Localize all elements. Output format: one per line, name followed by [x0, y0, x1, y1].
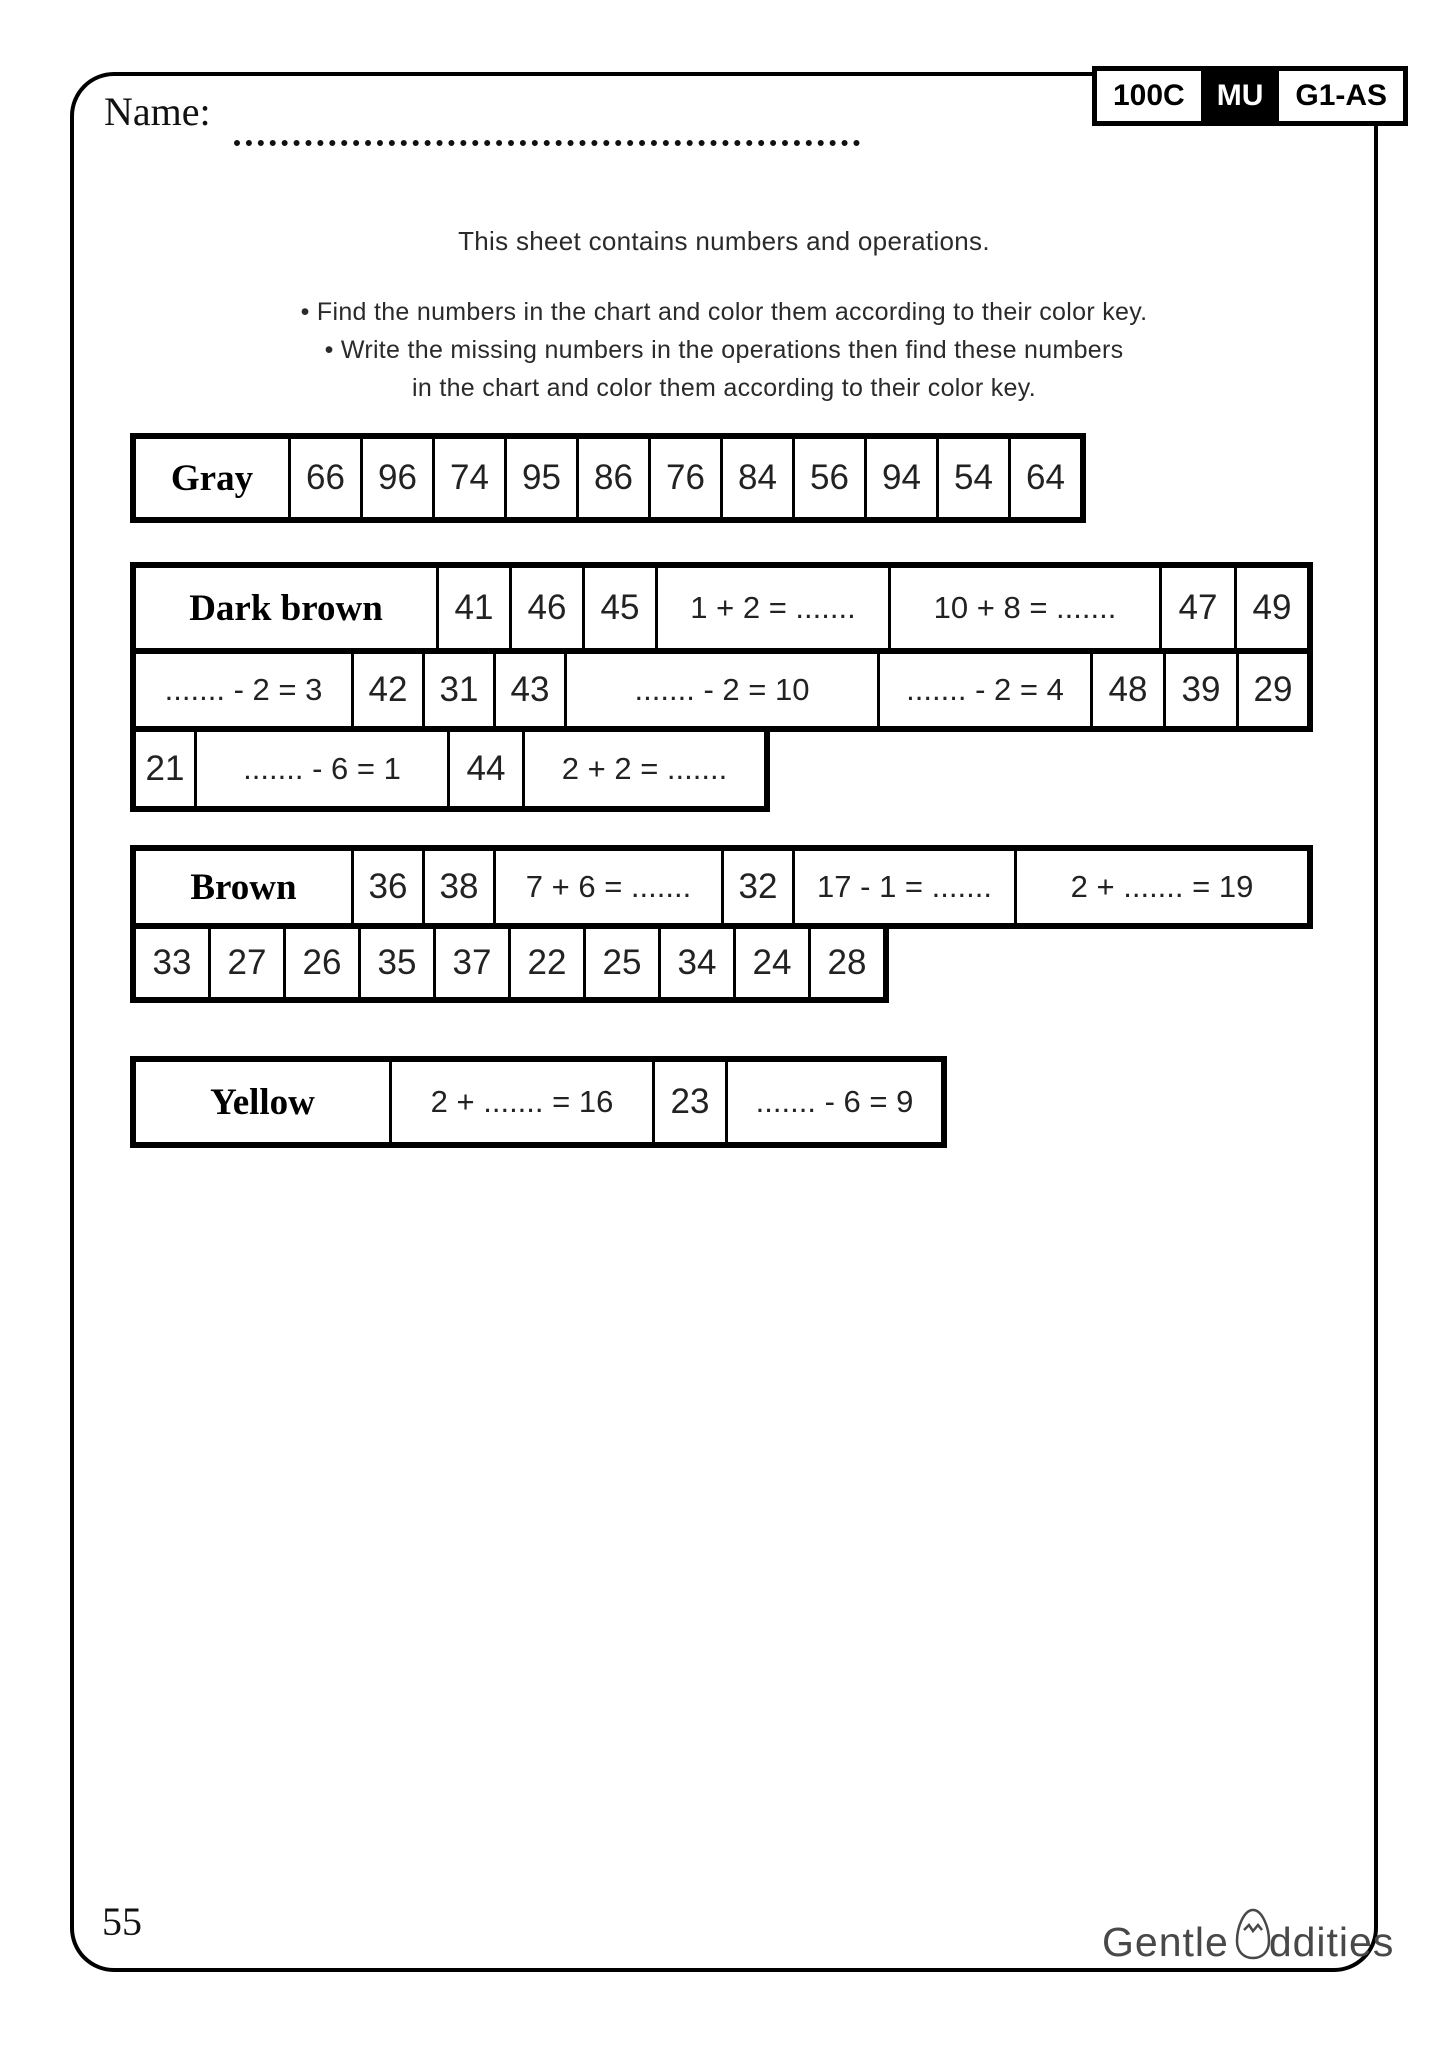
number-cell: 64 — [1011, 439, 1080, 517]
brown-table-row-2 — [130, 923, 889, 1003]
cracked-egg-icon — [1235, 1908, 1271, 1970]
number-cell: 48 — [1093, 654, 1163, 726]
operation-cell: 2 + ....... = 19 — [1017, 851, 1307, 923]
number-cell: 31 — [425, 654, 493, 726]
number-cell: 76 — [651, 439, 720, 517]
number-cell: 29 — [1239, 654, 1307, 726]
operation-cell: 7 + 6 = ....... — [496, 851, 721, 923]
number-cell: 33 — [136, 929, 208, 997]
color-key-label: Brown — [136, 851, 351, 923]
number-cell: 84 — [723, 439, 792, 517]
number-cell: 41 — [439, 568, 509, 648]
number-cell: 95 — [507, 439, 576, 517]
number-cell: 26 — [286, 929, 358, 997]
number-cell: 25 — [586, 929, 658, 997]
gray-table-row — [130, 433, 1086, 523]
brand-text-prefix: Gentle — [1102, 1918, 1229, 1965]
number-cell: 56 — [795, 439, 864, 517]
number-cell: 49 — [1237, 568, 1307, 648]
number-cell: 46 — [512, 568, 582, 648]
badge-grade: G1-AS — [1279, 71, 1403, 121]
sheet-description: This sheet contains numbers and operations. — [458, 226, 990, 256]
number-cell: 24 — [736, 929, 808, 997]
number-cell: 74 — [435, 439, 504, 517]
number-cell: 37 — [436, 929, 508, 997]
number-cell: 86 — [579, 439, 648, 517]
number-cell: 42 — [354, 654, 422, 726]
level-badges — [1092, 66, 1408, 126]
instruction-bullet-2: • Write the missing numbers in the operations then find these numbers — [324, 336, 1124, 364]
brand-text-suffix: ddities — [1268, 1918, 1395, 1965]
number-cell: 54 — [939, 439, 1008, 517]
number-cell: 66 — [291, 439, 360, 517]
number-cell: 45 — [585, 568, 655, 648]
color-key-label: Dark brown — [136, 568, 436, 648]
operation-cell: ....... - 2 = 10 — [567, 654, 877, 726]
name-label: Name: — [104, 89, 211, 134]
operation-cell: ....... - 6 = 9 — [728, 1062, 941, 1142]
number-cell: 47 — [1162, 568, 1234, 648]
number-cell: 35 — [361, 929, 433, 997]
number-cell: 36 — [354, 851, 422, 923]
operation-cell: 2 + ....... = 16 — [392, 1062, 652, 1142]
dark-brown-table-row-1 — [130, 562, 1313, 654]
badge-level: MU — [1201, 71, 1280, 121]
number-cell: 32 — [724, 851, 792, 923]
brown-table-row-1 — [130, 845, 1313, 929]
number-cell: 27 — [211, 929, 283, 997]
number-cell: 28 — [811, 929, 883, 997]
operation-cell: 17 - 1 = ....... — [795, 851, 1014, 923]
number-cell: 21 — [136, 732, 194, 806]
page-number: 55 — [102, 1899, 142, 1944]
dark-brown-table-row-2 — [130, 648, 1313, 732]
number-cell: 39 — [1166, 654, 1236, 726]
instruction-bullet-2-continued: in the chart and color them according to their color key. — [412, 374, 1036, 402]
number-cell: 38 — [425, 851, 493, 923]
dark-brown-table-row-3 — [130, 726, 770, 812]
number-cell: 43 — [496, 654, 564, 726]
color-key-label: Yellow — [136, 1062, 389, 1142]
name-entry-line — [234, 106, 860, 146]
instruction-bullet-1: • Find the numbers in the chart and color them according to their color key. — [300, 298, 1148, 326]
operation-cell: 2 + 2 = ....... — [525, 732, 764, 806]
color-key-label: Gray — [136, 439, 288, 517]
number-cell: 34 — [661, 929, 733, 997]
number-cell: 94 — [867, 439, 936, 517]
operation-cell: ....... - 2 = 3 — [136, 654, 351, 726]
operation-cell: ....... - 6 = 1 — [197, 732, 447, 806]
badge-code: 100C — [1097, 71, 1201, 121]
number-cell: 96 — [363, 439, 432, 517]
operation-cell: 1 + 2 = ....... — [658, 568, 888, 648]
operation-cell: 10 + 8 = ....... — [891, 568, 1159, 648]
operation-cell: ....... - 2 = 4 — [880, 654, 1090, 726]
number-cell: 44 — [450, 732, 522, 806]
number-cell: 23 — [655, 1062, 725, 1142]
brand-logo — [1102, 1908, 1394, 1976]
yellow-table-row — [130, 1056, 947, 1148]
number-cell: 22 — [511, 929, 583, 997]
